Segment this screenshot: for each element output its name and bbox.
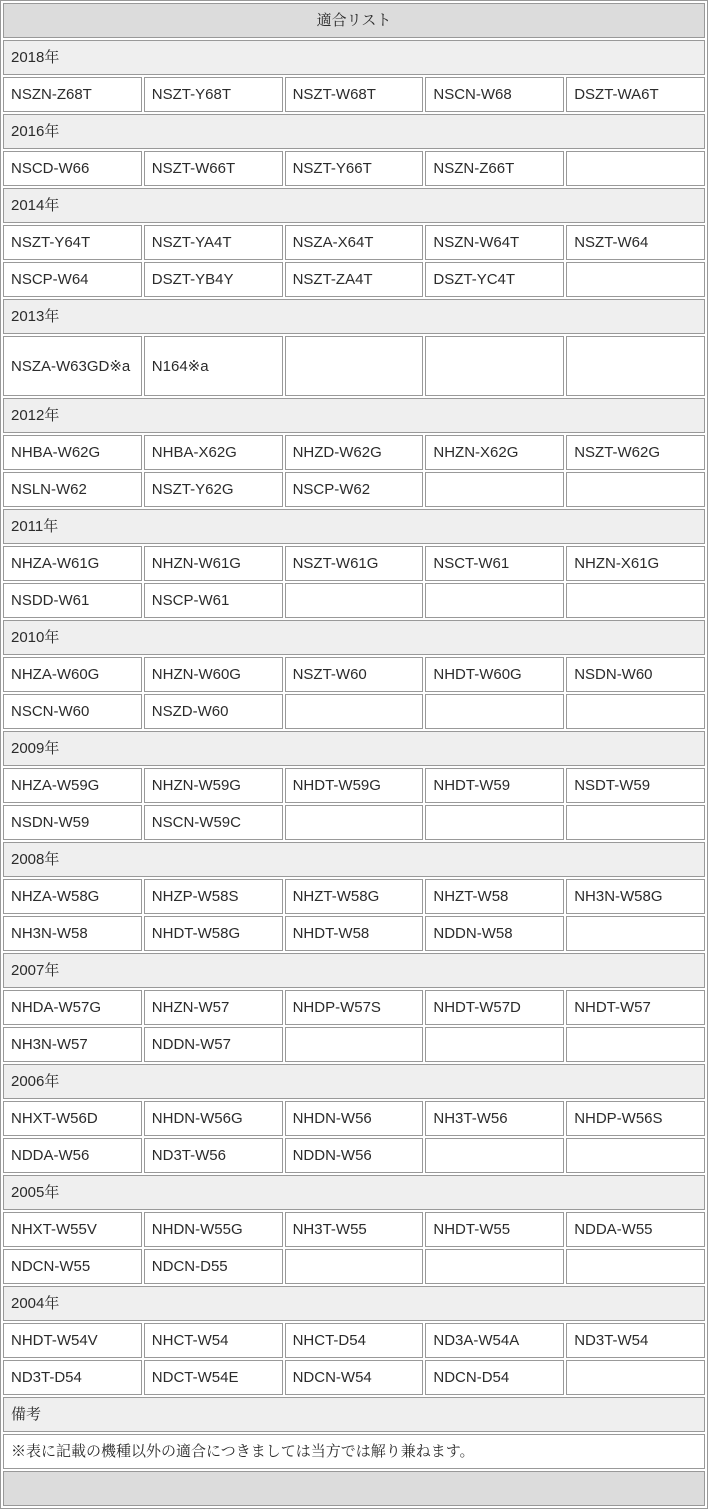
- year-row-2013: [3, 299, 705, 334]
- table-year-sections: [3, 40, 705, 1395]
- model-cell: [285, 805, 424, 840]
- model-row: [3, 472, 705, 507]
- model-cell: NSZT-Y66T: [285, 151, 424, 186]
- model-cell: NH3N-W58: [3, 916, 142, 951]
- model-cell: NHDT-W55: [425, 1212, 564, 1247]
- model-cell: [425, 336, 564, 396]
- model-cell: NH3N-W57: [3, 1027, 142, 1062]
- model-cell: NSCT-W61: [425, 546, 564, 581]
- model-cell: ND3T-D54: [3, 1360, 142, 1395]
- model-cell: [566, 1249, 705, 1284]
- model-cell: NSCP-W62: [285, 472, 424, 507]
- year-row-2005: [3, 1175, 705, 1210]
- model-cell: NHZA-W59G: [3, 768, 142, 803]
- model-cell: NH3T-W55: [285, 1212, 424, 1247]
- model-cell: [566, 151, 705, 186]
- year-row-2016: [3, 114, 705, 149]
- model-cell: NSDN-W60: [566, 657, 705, 692]
- model-cell: [566, 694, 705, 729]
- model-cell: NDCN-D54: [425, 1360, 564, 1395]
- model-cell: [566, 1027, 705, 1062]
- model-row: [3, 583, 705, 618]
- model-cell: NHDT-W59G: [285, 768, 424, 803]
- model-cell: [566, 336, 705, 396]
- year-header: 2005年: [3, 1175, 705, 1210]
- year-row-2014: [3, 188, 705, 223]
- model-cell: NDDN-W58: [425, 916, 564, 951]
- model-cell: NHXT-W56D: [3, 1101, 142, 1136]
- model-cell: NSCD-W66: [3, 151, 142, 186]
- title-row: [3, 3, 705, 38]
- year-row-2004: [3, 1286, 705, 1321]
- model-row: [3, 151, 705, 186]
- model-row: [3, 805, 705, 840]
- model-cell: [566, 916, 705, 951]
- model-row: [3, 435, 705, 470]
- year-row-2006: [3, 1064, 705, 1099]
- model-cell: NHBA-W62G: [3, 435, 142, 470]
- model-cell: NSCP-W61: [144, 583, 283, 618]
- year-row-2010: [3, 620, 705, 655]
- model-cell: DSZT-YC4T: [425, 262, 564, 297]
- year-header: 2012年: [3, 398, 705, 433]
- year-header: 2014年: [3, 188, 705, 223]
- model-row: [3, 1360, 705, 1395]
- model-cell: NHCT-D54: [285, 1323, 424, 1358]
- model-cell: N164※a: [144, 336, 283, 396]
- table-head-section: [3, 3, 705, 38]
- model-row: [3, 1212, 705, 1247]
- model-cell: NDCN-W55: [3, 1249, 142, 1284]
- model-cell: NHZN-X61G: [566, 546, 705, 581]
- model-cell: NHDA-W57G: [3, 990, 142, 1025]
- remarks-note: ※表に記載の機種以外の適合につきましては当方では解り兼ねます。: [3, 1434, 705, 1469]
- model-cell: NSZN-Z66T: [425, 151, 564, 186]
- model-cell: NSDT-W59: [566, 768, 705, 803]
- model-cell: NSCN-W60: [3, 694, 142, 729]
- model-cell: NHZA-W61G: [3, 546, 142, 581]
- model-cell: NSZT-W60: [285, 657, 424, 692]
- model-row: [3, 657, 705, 692]
- year-header: 2006年: [3, 1064, 705, 1099]
- model-cell: [566, 1138, 705, 1173]
- model-cell: [425, 805, 564, 840]
- model-cell: NHZN-W57: [144, 990, 283, 1025]
- model-row: [3, 225, 705, 260]
- remarks-note-row: [3, 1434, 705, 1469]
- model-cell: NH3T-W56: [425, 1101, 564, 1136]
- model-cell: [285, 694, 424, 729]
- model-row: [3, 1027, 705, 1062]
- model-cell: [285, 336, 424, 396]
- model-cell: NSZN-Z68T: [3, 77, 142, 112]
- model-row: [3, 990, 705, 1025]
- model-cell: NHDT-W58: [285, 916, 424, 951]
- model-cell: ND3A-W54A: [425, 1323, 564, 1358]
- model-cell: NHXT-W55V: [3, 1212, 142, 1247]
- model-cell: NSZD-W60: [144, 694, 283, 729]
- model-cell: NHZT-W58G: [285, 879, 424, 914]
- year-header: 2009年: [3, 731, 705, 766]
- model-cell: NSDN-W59: [3, 805, 142, 840]
- model-cell: NSZT-YA4T: [144, 225, 283, 260]
- model-cell: NSCP-W64: [3, 262, 142, 297]
- model-cell: NSZT-ZA4T: [285, 262, 424, 297]
- model-cell: NHDT-W57: [566, 990, 705, 1025]
- model-cell: NSZA-X64T: [285, 225, 424, 260]
- model-row: [3, 694, 705, 729]
- model-row: [3, 336, 705, 396]
- model-row: [3, 77, 705, 112]
- year-header: 2016年: [3, 114, 705, 149]
- table-foot-section: [3, 1397, 705, 1506]
- model-cell: [425, 1138, 564, 1173]
- model-cell: NHDT-W54V: [3, 1323, 142, 1358]
- year-row-2009: [3, 731, 705, 766]
- model-cell: [566, 472, 705, 507]
- year-header: 2007年: [3, 953, 705, 988]
- model-cell: NDCT-W54E: [144, 1360, 283, 1395]
- model-cell: NDCN-W54: [285, 1360, 424, 1395]
- model-cell: NSZA-W63GD※a: [3, 336, 142, 396]
- model-cell: NSZT-W61G: [285, 546, 424, 581]
- year-header: 2008年: [3, 842, 705, 877]
- year-header: 2004年: [3, 1286, 705, 1321]
- model-cell: [425, 472, 564, 507]
- model-cell: [285, 1027, 424, 1062]
- model-cell: NHDT-W57D: [425, 990, 564, 1025]
- model-cell: [285, 1249, 424, 1284]
- model-cell: NHDP-W56S: [566, 1101, 705, 1136]
- model-cell: NSZT-W64: [566, 225, 705, 260]
- model-cell: [566, 805, 705, 840]
- model-cell: NHZA-W58G: [3, 879, 142, 914]
- model-cell: NHDT-W58G: [144, 916, 283, 951]
- model-cell: NSZN-W64T: [425, 225, 564, 260]
- model-cell: NHZN-W59G: [144, 768, 283, 803]
- footer-empty-cell: [3, 1471, 705, 1506]
- model-cell: NHBA-X62G: [144, 435, 283, 470]
- model-cell: NSZT-Y64T: [3, 225, 142, 260]
- model-row: [3, 1138, 705, 1173]
- model-cell: NHZT-W58: [425, 879, 564, 914]
- model-cell: NSZT-Y62G: [144, 472, 283, 507]
- model-row: [3, 768, 705, 803]
- model-cell: [425, 694, 564, 729]
- year-header: 2018年: [3, 40, 705, 75]
- model-cell: NDCN-D55: [144, 1249, 283, 1284]
- model-row: [3, 1101, 705, 1136]
- model-row: [3, 546, 705, 581]
- model-cell: NHZA-W60G: [3, 657, 142, 692]
- model-cell: NSLN-W62: [3, 472, 142, 507]
- model-row: [3, 1323, 705, 1358]
- model-cell: NHDN-W55G: [144, 1212, 283, 1247]
- model-cell: NHZN-W61G: [144, 546, 283, 581]
- model-cell: NHDT-W59: [425, 768, 564, 803]
- year-row-2011: [3, 509, 705, 544]
- model-cell: NHZN-X62G: [425, 435, 564, 470]
- model-cell: NDDN-W56: [285, 1138, 424, 1173]
- year-row-2018: [3, 40, 705, 75]
- model-cell: NHCT-W54: [144, 1323, 283, 1358]
- model-cell: NSZT-W68T: [285, 77, 424, 112]
- model-cell: NSZT-Y68T: [144, 77, 283, 112]
- year-header: 2013年: [3, 299, 705, 334]
- model-cell: NDDA-W56: [3, 1138, 142, 1173]
- model-row: [3, 1249, 705, 1284]
- model-cell: NSDD-W61: [3, 583, 142, 618]
- model-cell: NDDN-W57: [144, 1027, 283, 1062]
- model-cell: [425, 1027, 564, 1062]
- model-cell: [566, 583, 705, 618]
- model-cell: [566, 262, 705, 297]
- year-row-2012: [3, 398, 705, 433]
- year-header: 2010年: [3, 620, 705, 655]
- model-cell: ND3T-W56: [144, 1138, 283, 1173]
- remarks-header: 備考: [3, 1397, 705, 1432]
- model-cell: NHZN-W60G: [144, 657, 283, 692]
- model-cell: NSCN-W68: [425, 77, 564, 112]
- year-header: 2011年: [3, 509, 705, 544]
- model-cell: NHDN-W56G: [144, 1101, 283, 1136]
- remarks-header-row: [3, 1397, 705, 1432]
- model-cell: [425, 583, 564, 618]
- model-cell: NHZD-W62G: [285, 435, 424, 470]
- model-row: [3, 262, 705, 297]
- model-cell: [566, 1360, 705, 1395]
- model-cell: NDDA-W55: [566, 1212, 705, 1247]
- footer-empty-row: [3, 1471, 705, 1506]
- model-cell: NHDT-W60G: [425, 657, 564, 692]
- model-cell: DSZT-YB4Y: [144, 262, 283, 297]
- year-row-2008: [3, 842, 705, 877]
- model-cell: NHDP-W57S: [285, 990, 424, 1025]
- table-title: 適合リスト: [3, 3, 705, 38]
- model-cell: NSCN-W59C: [144, 805, 283, 840]
- model-row: [3, 879, 705, 914]
- model-cell: NHZP-W58S: [144, 879, 283, 914]
- model-row: [3, 916, 705, 951]
- model-cell: DSZT-WA6T: [566, 77, 705, 112]
- model-cell: NSZT-W62G: [566, 435, 705, 470]
- model-cell: [285, 583, 424, 618]
- year-row-2007: [3, 953, 705, 988]
- model-cell: NSZT-W66T: [144, 151, 283, 186]
- model-cell: [425, 1249, 564, 1284]
- model-cell: ND3T-W54: [566, 1323, 705, 1358]
- model-cell: NHDN-W56: [285, 1101, 424, 1136]
- model-cell: NH3N-W58G: [566, 879, 705, 914]
